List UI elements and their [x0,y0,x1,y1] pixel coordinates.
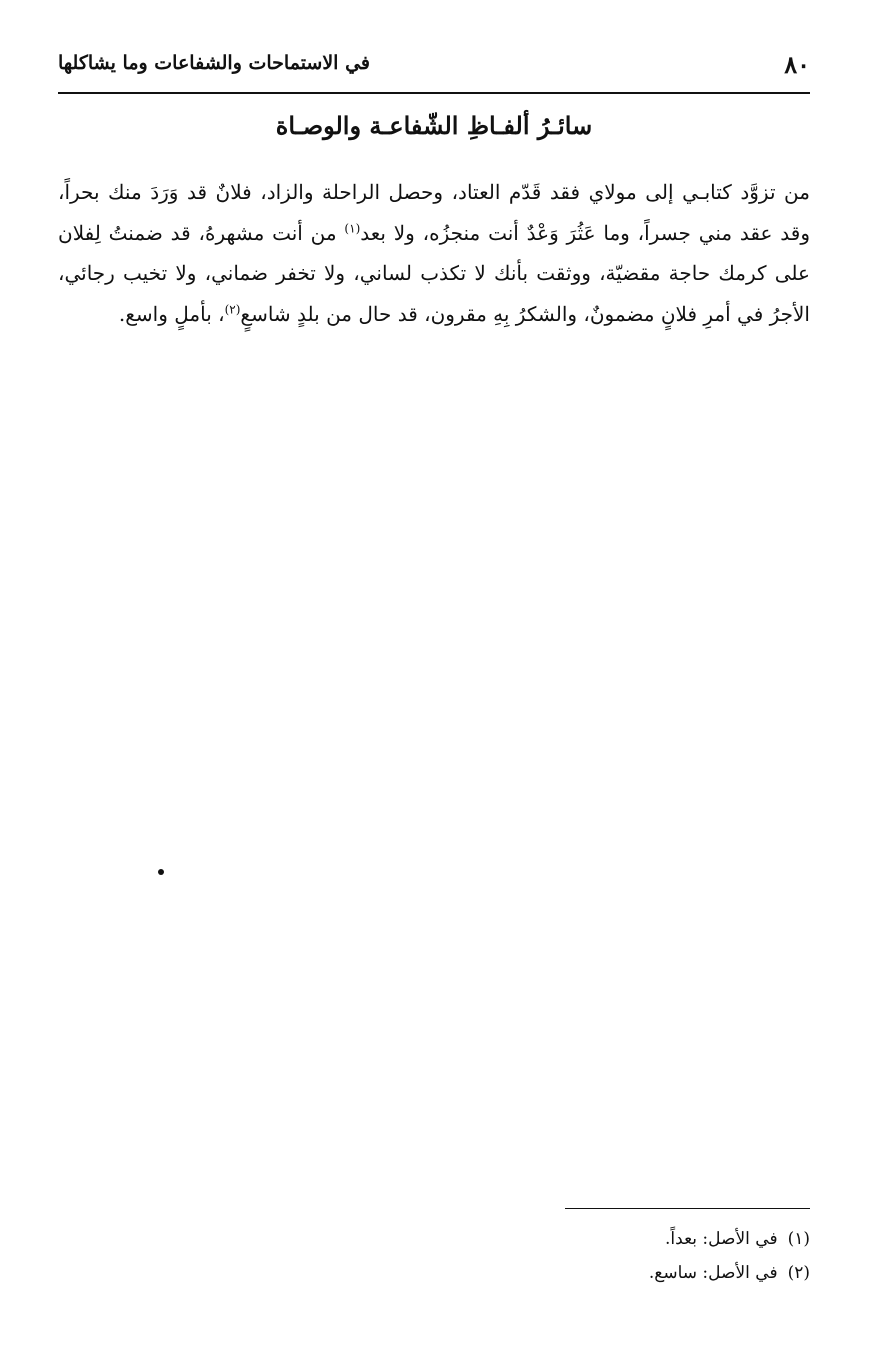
running-title: في الاستماحات والشفاعات وما يشاكلها [58,52,370,74]
body-paragraph [58,172,810,334]
footnote-2 [410,1256,810,1290]
print-speck [158,869,164,875]
body-text-segment: من تزوَّد كتابـي إلى مولاي فقد قَدّم العتاد، وحصل الراحلة والزاد، فلانٌ قد وَرَدَ منك بحراً، وقد عقد مني جسراً، وما عَثُرَ وَعْدٌ أنت منجزُه، ولا بعد [58,180,811,245]
footnote-number: (٢) [787,1263,810,1283]
body-text-segment: ، بأملٍ واسع. [118,301,225,326]
page-number: ٨٠ [784,50,810,79]
running-header [58,46,810,86]
footnote-number: (١) [787,1229,810,1249]
footnote-text: في الأصل: ساسع. [648,1263,778,1283]
footnote-ref-2[interactable]: (٢) [224,301,241,316]
section-title: سائـرُ ألفـاظِ الشّفاعـة والوصـاة [275,111,593,140]
footnotes [410,1222,810,1290]
footnote-rule [565,1208,810,1209]
header-rule [58,92,810,94]
footnote-1 [410,1222,810,1256]
footnote-text: في الأصل: بعداً. [665,1229,778,1249]
body-text-segment: من أنت مشهرهُ، قد ضمنتُ لِفلان على كرمك حاجة مقضيّة، ووثقت بأنك لا تكذب لساني، ولا تخفر ضماني، ولا تخيب رجائي، الأجرُ في أمرِ فلانٍ مضمونٌ، والشكرُ بِهِ مقرون، قد حال من بلدٍ شاسعٍ [58,220,810,326]
footnote-ref-1[interactable]: (١) [344,220,361,235]
